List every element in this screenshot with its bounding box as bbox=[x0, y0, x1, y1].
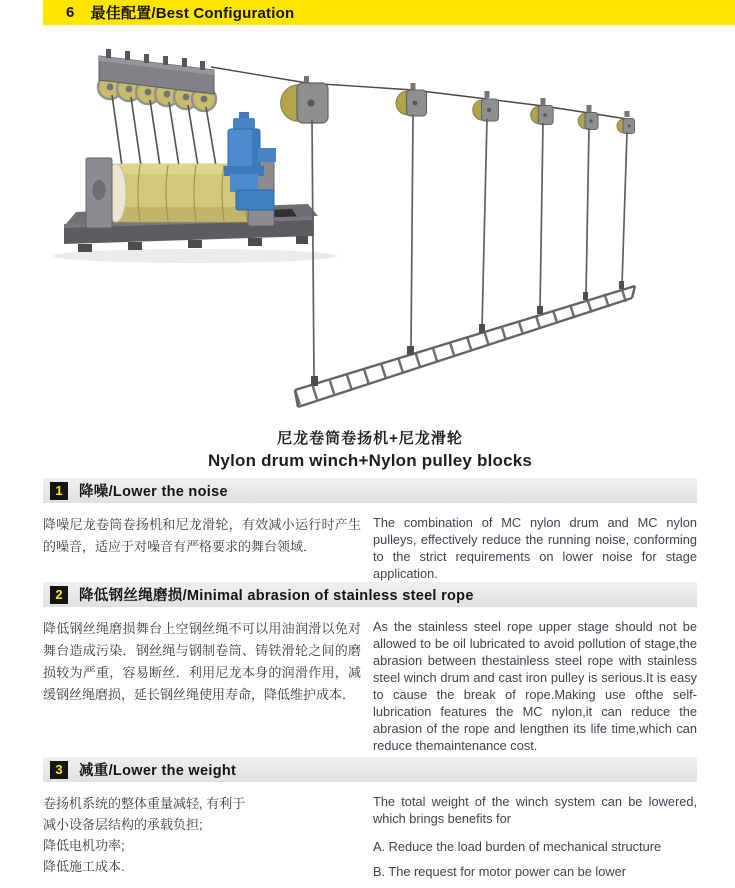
section-3-en-item-b: B. The request for motor power can be lower bbox=[373, 864, 626, 879]
section-3-zh-line-3: 降低电机功率; bbox=[43, 838, 125, 853]
section-3-chinese-list bbox=[43, 793, 361, 888]
caption-english: Nylon drum winch+Nylon pulley blocks bbox=[207, 451, 533, 470]
section-3-en-intro: The total weight of the winch system can be lowered, which brings benefits for bbox=[373, 794, 697, 826]
section-2-chinese-paragraph: 降低钢丝绳磨损舞台上空钢丝绳不可以用油润滑以免对舞台造成污染．钢丝绳与钢制卷筒、铸铁滑轮之间的磨损较为严重，容易断丝．利用尼龙本身的润滑作用，减缓钢丝绳磨损，延长钢丝绳使用寿命，降低维护成本． bbox=[43, 621, 361, 702]
caption-chinese: 尼龙卷筒卷扬机+尼龙滑轮 bbox=[277, 430, 463, 447]
section-1-body bbox=[43, 514, 697, 582]
illustration-caption bbox=[43, 427, 697, 471]
section-3-en-item-a: A. Reduce the load burden of mechanical structure bbox=[373, 839, 662, 854]
loft-block-1 bbox=[281, 76, 328, 123]
loft-block-4 bbox=[531, 98, 553, 125]
section-3-english-list bbox=[373, 793, 697, 888]
loft-block-2 bbox=[396, 83, 427, 116]
section-1-title: 降噪/Lower the noise bbox=[79, 484, 228, 500]
section-1-english-paragraph: The combination of MC nylon drum and MC nylon pulleys, effectively reduce the running noise, conforming to the strict requirements on lower noise for stage application. bbox=[373, 515, 697, 581]
section-1-chinese-paragraph: 降噪尼龙卷筒卷扬机和尼龙滑轮，有效减小运行时产生的噪音，适应于对噪音有严格要求的舞台领域． bbox=[43, 517, 361, 554]
section-2-title: 降低钢丝绳磨损/Minimal abrasion of stainless steel rope bbox=[79, 588, 474, 604]
section-lower-the-weight bbox=[43, 757, 697, 888]
chapter-number: 6 bbox=[66, 4, 75, 21]
loft-block-3 bbox=[473, 91, 499, 121]
chapter-banner bbox=[43, 0, 735, 25]
winch-illustration-svg bbox=[0, 40, 735, 425]
section-1-header bbox=[43, 478, 697, 503]
batten-truss bbox=[295, 281, 635, 407]
section-2-header bbox=[43, 582, 697, 607]
section-2-number-badge: 2 bbox=[50, 586, 68, 604]
section-3-zh-line-4: 降低施工成本. bbox=[43, 859, 125, 874]
section-3-body bbox=[43, 793, 697, 888]
section-3-title: 减重/Lower the weight bbox=[79, 763, 237, 779]
loft-block-6 bbox=[617, 111, 635, 134]
section-3-zh-line-2: 减小设备层结构的承载负担; bbox=[43, 817, 203, 832]
chapter-title: 最佳配置/Best Configuration bbox=[90, 5, 295, 22]
section-3-header bbox=[43, 757, 697, 782]
winch-system-illustration bbox=[0, 40, 735, 425]
drop-cables bbox=[312, 114, 627, 380]
section-lower-the-noise bbox=[43, 478, 697, 582]
section-3-number-badge: 3 bbox=[50, 761, 68, 779]
section-2-english-paragraph: As the stainless steel rope upper stage should not be allowed to be oil lubricated to avoid pollution of stage,the abrasion between thestainless steel rope with stainless steel winch drum and cast iron pulley is serious.It is easy to cause the break of rope.Making use ofthe self-lubrication features the MC nylon,it can reduce the abrasion of the rope and lengthen its life time,which can reduce themaintenance cost. bbox=[373, 619, 697, 753]
loft-block-5 bbox=[578, 105, 598, 130]
winch-shadow bbox=[53, 249, 337, 263]
section-1-number-badge: 1 bbox=[50, 482, 68, 500]
section-minimal-abrasion bbox=[43, 582, 697, 754]
section-2-body bbox=[43, 618, 697, 754]
section-3-zh-line-1: 卷扬机系统的整体重量减轻, 有利于 bbox=[43, 796, 246, 811]
